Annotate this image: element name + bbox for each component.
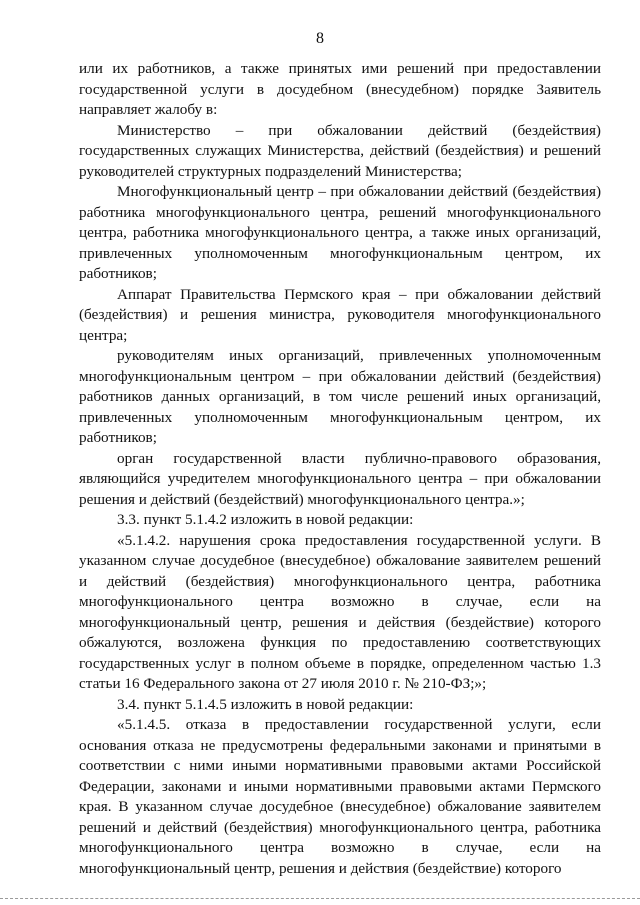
paragraph-ministry: Министерство – при обжаловании действий (бездействия) государственных служащих Министерства, действий (бездействия) и решений руководителей структурных подразделений Министерства; (79, 121, 601, 180)
paragraph-government-apparatus: Аппарат Правительства Пермского края – при обжаловании действий (бездействия) и решения министра, руководителя многофункционального центра; (79, 285, 601, 344)
page-number: 8 (316, 30, 324, 47)
paragraph-item-3-4: 3.4. пункт 5.1.4.5 изложить в новой редакции: (117, 695, 414, 713)
document-body (79, 59, 601, 879)
paragraph-clause-5-1-4-2: «5.1.4.2. нарушения срока предоставления государственной услуги. В указанном случае досудебное (внесудебное) обжалование заявителем решений и действий (бездействия) многофункционального центра, работника многофункционального центра возможно в случае, если на многофункциональный центр, решения и действия (бездействие) которого обжалуются, возложена функция по предоставлению соответствующих государственных услуг в полном объеме в порядке, определенном частью 1.3 статьи 16 Федерального закона от 27 июля 2010 г. № 210-ФЗ;»; (79, 531, 601, 692)
paragraph-continuation: или их работников, а также принятых ими решений при предоставлении государственной услуги в досудебном (внесудебном) порядке Заявитель направляет жалобу в: (79, 60, 601, 118)
paragraph-other-organizations: руководителям иных организаций, привлеченных уполномоченным многофункциональным центром – при обжаловании действий (бездействия) работников данных организаций, в том числе решений иных организаций, привлеченных уполномоченным многофункциональным центром, их работников; (79, 347, 601, 446)
paragraph-mfc: Многофункциональный центр – при обжаловании действий (бездействия) работника многофункционального центра, решений многофункционального центра, работника многофункционального центра, а также иных организаций, привлеченных уполномоченным многофункциональным центром, их работников; (79, 183, 601, 282)
paragraph-state-authority: орган государственной власти публично-правового образования, являющийся учредителем многофункционального центра – при обжаловании решения и действий (бездействий) многофункционального центра.»; (79, 449, 601, 508)
paragraph-clause-5-1-4-5: «5.1.4.5. отказа в предоставлении государственной услуги, если основания отказа не предусмотрены федеральными законами и принятыми в соответствии с ними иными нормативными правовыми актами Российской Федерации, законами и иными нормативными правовыми актами Пермского края. В указанном случае досудебное (внесудебное) обжалование заявителем решений и действий (бездействия) многофункционального центра, работника многофункционального центра возможно в случае, если на многофункциональный центр, решения и действия (бездействие) которого (79, 716, 601, 877)
scan-bottom-edge (0, 898, 640, 899)
paragraph-item-3-3: 3.3. пункт 5.1.4.2 изложить в новой редакции: (117, 511, 414, 528)
